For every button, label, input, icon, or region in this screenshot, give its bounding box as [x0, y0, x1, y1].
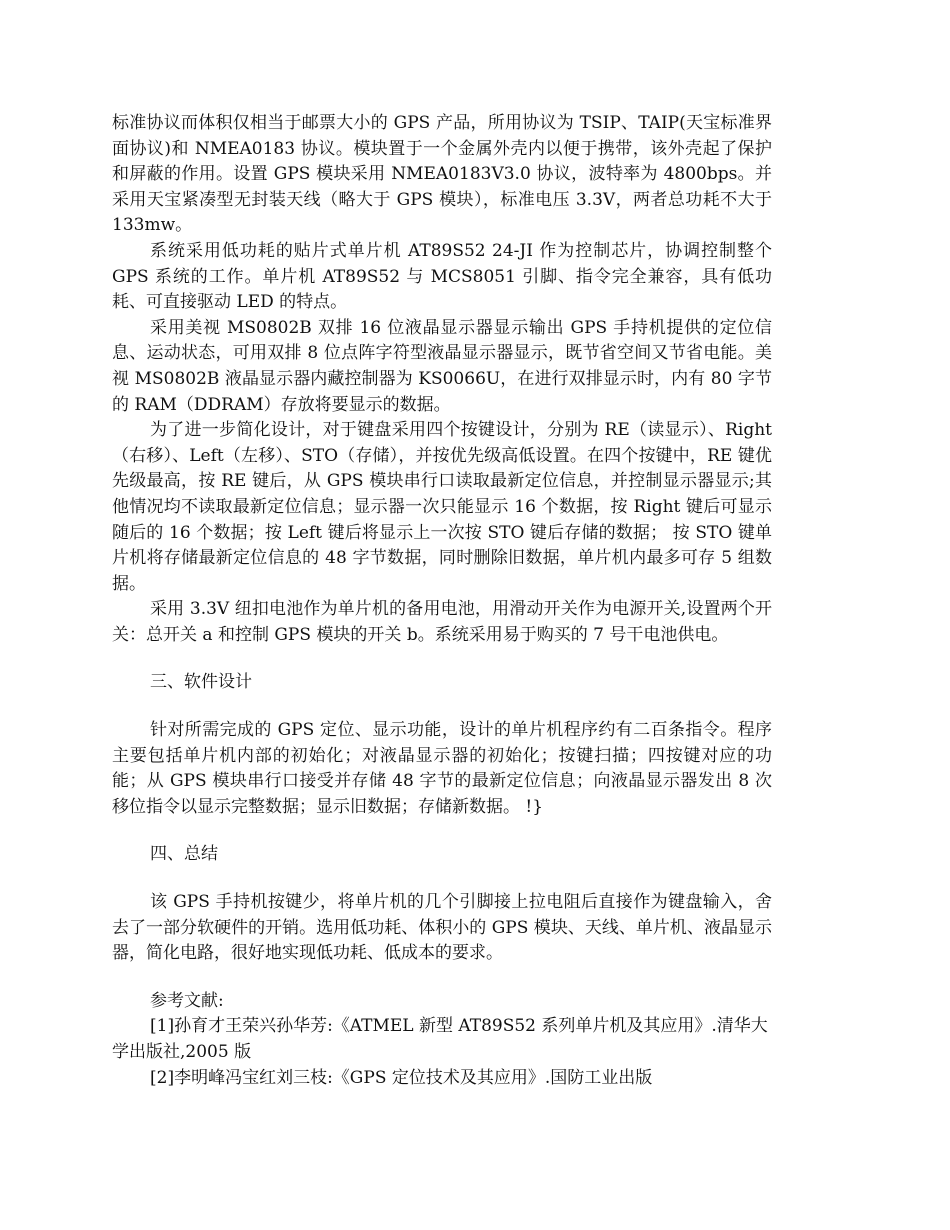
- paragraph-microcontroller: 系统采用低功耗的贴片式单片机 AT89S52 24-JI 作为控制芯片，协调控制整个 GPS 系统的工作。单片机 AT89S52 与 MCS8051 引脚、指令完全兼容，具有低功耗、可直接驱动 LED 的特点。: [112, 240, 772, 313]
- section-heading-summary: 四、总结: [150, 844, 218, 865]
- paragraph-summary: 该 GPS 手持机按键少，将单片机的几个引脚接上拉电阻后直接作为键盘输入，舍去了一部分软硬件的开销。选用低功耗、体积小的 GPS 模块、天线、单片机、液晶显示器，简化电路，很好地实现低功耗、低成本的要求。: [112, 892, 772, 964]
- paragraph-software: 针对所需完成的 GPS 定位、显示功能，设计的单片机程序约有二百条指令。程序主要包括单片机内部的初始化；对液晶显示器的初始化；按键扫描；四按键对应的功能；从 GPS 模块串行口接受并存储 48 字节的最新定位信息；向液晶显示器发出 8 次移位指令以显示完整数据；显示旧数据；存储新数据。 !}: [112, 720, 772, 817]
- paragraph-gps-module: 标准协议而体积仅相当于邮票大小的 GPS 产品，所用协议为 TSIP、TAIP(天宝标准界面协议)和 NMEA0183 协议。模块置于一个金属外壳内以便于携带，该外壳起了保护和屏蔽的作用。设置 GPS 模块采用 NMEA0183V3.0 协议，波特率为 4800bps。并采用天宝紧凑型无封装天线（略大于 GPS 模块），标准电压 3.3V，两者总功耗不大于 133mw。: [112, 113, 772, 236]
- paragraph-power-supply: 采用 3.3V 纽扣电池作为单片机的备用电池，用滑动开关作为电源开关,设置两个开关：总开关 a 和控制 GPS 模块的开关 b。系统采用易于购买的 7 号干电池供电。: [112, 599, 772, 645]
- references-title: 参考文献:: [150, 990, 224, 1011]
- document-page: [112, 111, 772, 1091]
- section-heading-software: 三、软件设计: [150, 672, 252, 693]
- reference-item-1: [1]孙育才王荣兴孙华芳:《ATMEL 新型 AT89S52 系列单片机及其应用》.清华大学出版社,2005 版: [112, 1016, 768, 1062]
- paragraph-keyboard-design: 为了进一步简化设计，对于键盘采用四个按键设计，分别为 RE（读显示）、Right（右移）、Left（左移）、STO（存储），并按优先级高低设置。在四个按键中，RE 键优先级最高，按 RE 键后，从 GPS 模块串行口读取最新定位信息，并控制显示器显示;其他情况均不读取最新定位信息；显示器一次只能显示 16 个数据，按 Right 键后可显示随后的 16 个数据；按 Left 键后将显示上一次按 STO 键后存储的数据； 按 STO 键单片机将存储最新定位信息的 48 字节数据，同时删除旧数据，单片机内最多可存 5 组数据。: [112, 420, 772, 594]
- reference-item-2: [2]李明峰冯宝红刘三枝:《GPS 定位技术及其应用》.国防工业出版: [150, 1067, 653, 1088]
- paragraph-lcd-display: 采用美视 MS0802B 双排 16 位液晶显示器显示输出 GPS 手持机提供的定位信息、运动状态，可用双排 8 位点阵字符型液晶显示器显示，既节省空间又节省电能。美视 MS0802B 液晶显示器内藏控制器为 KS0066U，在进行双排显示时，内有 80 字节的 RAM（DDRAM）存放将要显示的数据。: [112, 317, 772, 415]
